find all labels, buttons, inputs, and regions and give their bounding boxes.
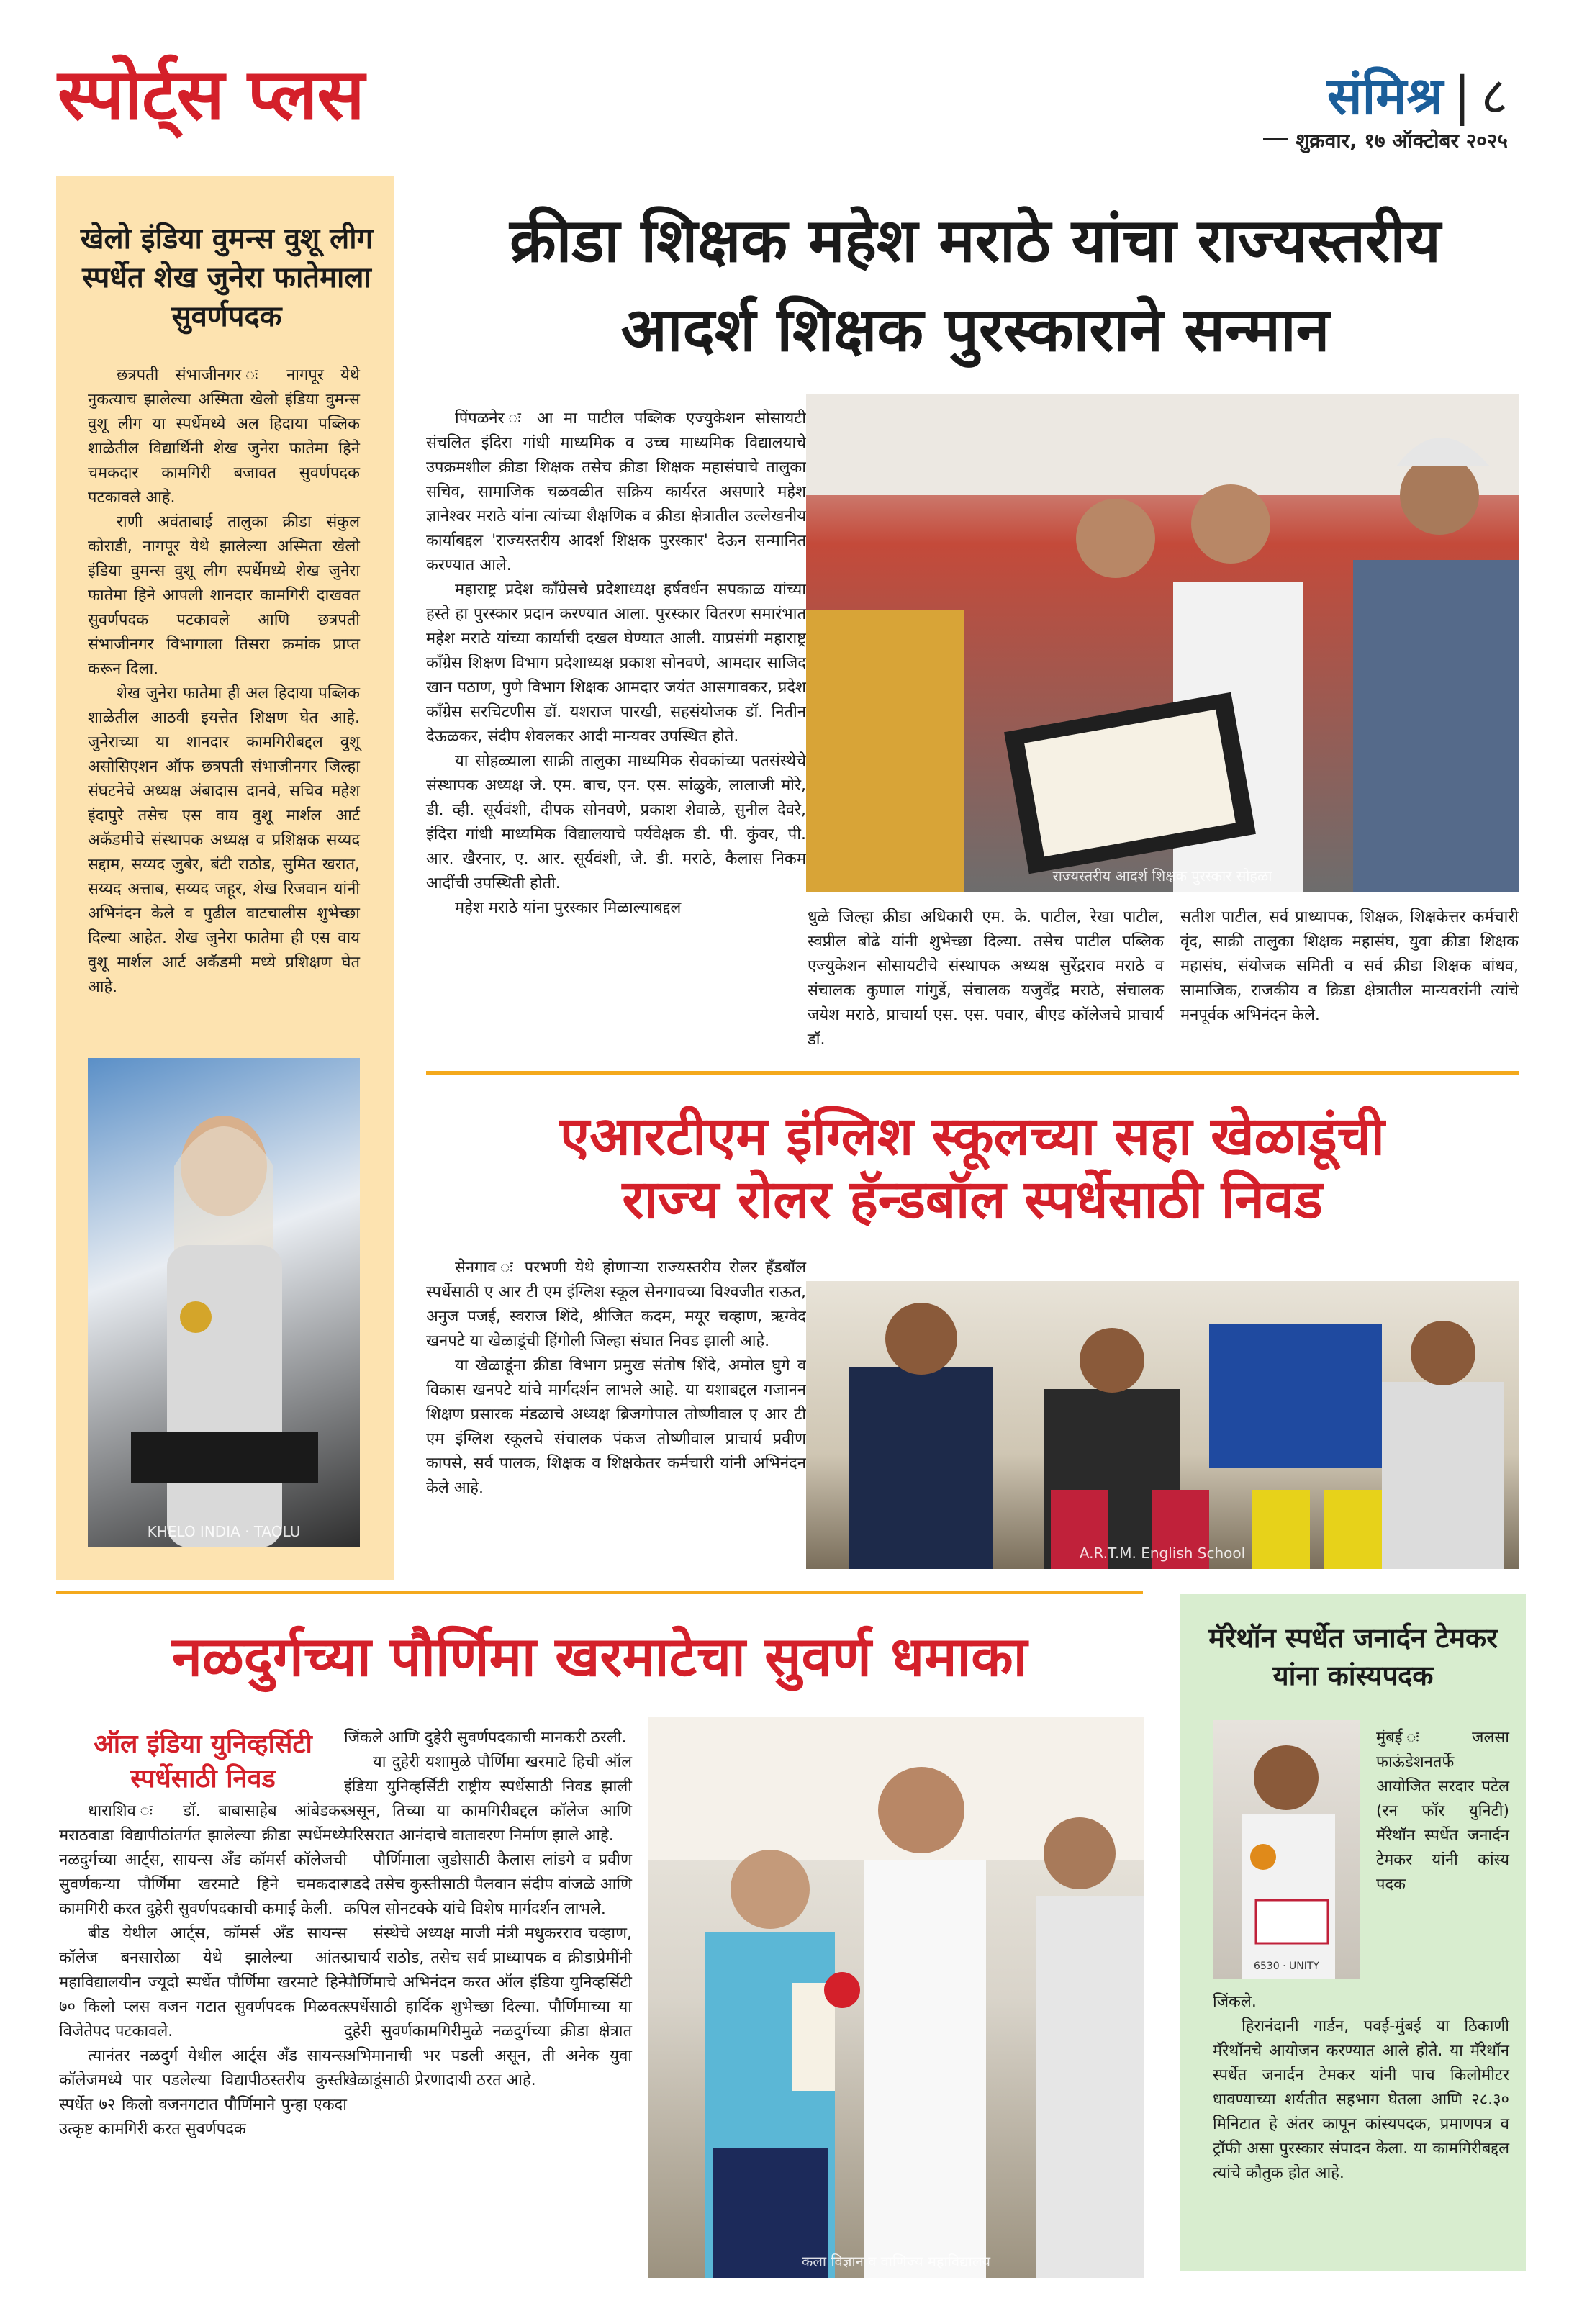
photo-illustration bbox=[88, 1058, 360, 1547]
paragraph: महेश मराठे यांना पुरस्कार मिळाल्याबद्दल bbox=[455, 899, 682, 917]
photo-caption: राज्यस्तरीय आदर्श शिक्षक पुरस्कार सोहळा bbox=[1052, 867, 1272, 885]
photo-illustration bbox=[806, 394, 1519, 892]
paragraph: या दुहेरी यशामुळे पौर्णिमा खरमाटे हिची ऑल इंडिया युनिव्हर्सिटी राष्ट्रीय स्पर्धेसाठी निवड झाली असून, तिच्या या कामगिरीबद्दल कॉलेज आणि परिसरात आनंदाचे वातावरण निर्माण झाले आहे. bbox=[344, 1753, 632, 1845]
section-name: संमिश्र bbox=[1326, 65, 1444, 126]
paragraph: राणी अवंताबाई तालुका क्रीडा संकुल कोराडी, नागपूर येथे झालेल्या अस्मिता खेलो इंडिया वुमन्स वुशू लीग स्पर्धेमध्ये शेख जुनेरा फातेमा हिने आपली शानदार कामगिरी दाखवत सुवर्णपदक पटकावले आणि छत्रपती संभाजीनगर विभागाला तिसरा क्रमांक प्राप्त करून दिला. bbox=[88, 513, 360, 678]
purnima-headline: नळदुर्गच्या पौर्णिमा खरमाटेचा सुवर्ण धमाका bbox=[171, 1624, 1028, 1688]
paragraph: या खेळाडूंना क्रीडा विभाग प्रमुख संतोष शिंदे, अमोल घुगे व विकास खनपटे यांचे मार्गदर्शन लाभले आहे. या यशाबद्दल गजानन शिक्षण प्रसारक मंडळाचे अध्यक्ष ब्रिजगोपाल तोष्णीवाल ए आर टी एम इंग्लिश स्कूलचे संचालक पंकज तोष्णीवाल प्राचार्य प्रवीण कापसे, सर्व पालक, शिक्षक व शिक्षकेतर कर्मचारी यांनी अभिनंदन केले आहे. bbox=[426, 1357, 806, 1497]
main-headline bbox=[417, 196, 1533, 374]
subhead-line: ऑल इंडिया युनिव्हर्सिटी bbox=[94, 1730, 312, 1759]
headline-line: आदर्श शिक्षक पुरस्काराने सन्मान bbox=[620, 294, 1330, 365]
paragraph: धाराशिव ः डॉ. बाबासाहेब आंबेडकर मराठवाडा विद्यापीठांतर्गत झालेल्या क्रीडा स्पर्धेमध्ये नळदुर्गच्या आर्ट्स, सायन्स अँड कॉमर्स कॉलेजची सुवर्णकन्या पौर्णिमा खरमाटे हिने चमकदार कामगिरी करत दुहेरी सुवर्णपदकाची कमाई केली. bbox=[59, 1802, 347, 1918]
photo-illustration bbox=[648, 1717, 1144, 2278]
sidebar-story-body bbox=[88, 363, 360, 1000]
artm-story-body bbox=[426, 1256, 806, 1501]
paragraph: शेख जुनेरा फातेमा ही अल हिदाया पब्लिक शाळेतील आठवी इयत्तेत शिक्षण घेत आहे. जुनेराच्या या शानदार कामगिरीबद्दल वुशू असोसिएशन ऑफ छत्रपती संभाजीनगर जिल्हा संघटनेचे अध्यक्ष अंबादास दानवे, सचिव महेश इंदापुरे तसेच एस वाय वुशू मार्शल आर्ट अकॅडमीचे संस्थापक अध्यक्ष व प्रशिक्षक सय्यद सद्दाम, सय्यद जुबेर, बंटी राठोड, सुमित खरात, सय्यद अत्ताब, सय्यद जहूर, शेख रिजवान यांनी अभिनंदन केले व पुढील वाटचालीस शुभेच्छा दिल्या आहेत. शेख जुनेरा फातेमा ही एस वाय वुशू मार्शल आर्ट अकॅडमी मध्ये प्रशिक्षण घेत आहे. bbox=[88, 684, 360, 996]
masthead-title: स्पोर्ट्स प्लस bbox=[58, 54, 364, 136]
photo-illustration bbox=[806, 1281, 1519, 1569]
paragraph: सेनगाव ः परभणी येथे होणाऱ्या राज्यस्तरीय रोलर हँडबॉल स्पर्धेसाठी ए आर टी एम इंग्लिश स्कूल सेनगावच्या विश्वजीत राऊत, अनुज पजई, स्वराज शिंदे, श्रीजित कदम, मयूर चव्हाण, ऋग्वेद खनपटे या खेळाडूंची हिंगोली जिल्हा संघात निवड झाली आहे. bbox=[426, 1259, 806, 1350]
paragraph: जिंकले आणि दुहेरी सुवर्णपदकाची मानकरी ठरली. bbox=[344, 1729, 627, 1747]
photo-illustration bbox=[1213, 1720, 1360, 1979]
main-story-photo bbox=[806, 394, 1519, 892]
headline-line: राज्य रोलर हॅन्डबॉल स्पर्धेसाठी निवड bbox=[622, 1169, 1323, 1231]
marathon-story-body bbox=[1213, 1990, 1509, 2186]
paragraph: महाराष्ट्र प्रदेश काँग्रेसचे प्रदेशाध्यक्ष हर्षवर्धन सपकाळ यांच्या हस्ते हा पुरस्कार प्रदान करण्यात आला. पुरस्कार वितरण समारंभात महेश मराठे यांच्या कार्याची दखल घेण्यात आली. याप्रसंगी महाराष्ट्र काँग्रेस शिक्षण विभाग प्रदेशाध्यक्ष प्रकाश सोनवणे, आमदार साजिद खान पठाण, पुणे विभाग शिक्षक आमदार जयंत आसगावकर, प्रदेश काँग्रेस सरचिटणीस डॉ. यशराज पारखी, सहसंयोजक डॉ. नितीन देऊळकर, संदीप शेवलकर आदी मान्यवर उपस्थित होते. bbox=[426, 581, 806, 746]
main-story-col3 bbox=[1180, 905, 1519, 1028]
subhead-line: स्पर्धेसाठी निवड bbox=[130, 1764, 276, 1794]
marathon-narrow-text bbox=[1376, 1726, 1509, 1897]
main-story-col1 bbox=[426, 407, 806, 921]
paragraph: बीड येथील आर्ट्स, कॉमर्स अँड सायन्स कॉलेज बनसारोळा येथे झालेल्या आंतर महाविद्यालयीन ज्यूदो स्पर्धेत पौर्णिमा खरमाटे हिने ७० किलो प्लस वजन गटात सुवर्णपदक मिळवत विजेतेपद पटकावले. bbox=[59, 1925, 347, 2040]
sidebar-story-photo bbox=[88, 1058, 360, 1547]
section-divider: | bbox=[1453, 65, 1471, 126]
section-divider-rule bbox=[56, 1591, 1143, 1594]
photo-caption: कला विज्ञान व वाणिज्य महाविद्यालय bbox=[801, 2253, 991, 2270]
paragraph: या सोहळ्याला साक्री तालुका माध्यमिक सेवकांच्या पतसंस्थेचे संस्थापक अध्यक्ष जे. एम. बाच, एन. एस. सांळुके, लालाजी मोरे, डी. व्ही. सूर्यवंशी, दीपक सोनवणे, प्रकाश शेवाळे, सुनील देवरे, इंदिरा गांधी माध्यमिक विद्यालयाचे पर्यवेक्षक डी. पी. कुंवर, पी. आर. खैरनार, ए. आर. सूर्यवंशी, जे. डी. मराठे, कैलास निकम आदींची उपस्थिती होती. bbox=[426, 752, 806, 892]
paragraph: संस्थेचे अध्यक्ष माजी मंत्री मधुकरराव चव्हाण, प्राचार्य राठोड, तसेच सर्व प्राध्यापक व क्रीडाप्रेमींनी पौर्णिमाचे अभिनंदन करत ऑल इंडिया युनिव्हर्सिटी स्पर्धेसाठी हार्दिक शुभेच्छा दिल्या. पौर्णिमाच्या या दुहेरी सुवर्णकामगिरीमुळे नळदुर्गच्या क्रीडा क्षेत्रात अभिमानाची भर पडली असून, ती अनेक युवा खेळाडूंसाठी प्रेरणादायी ठरत आहे. bbox=[344, 1925, 632, 2089]
paragraph: मुंबई ः जलसा फाऊंडेशनतर्फे आयोजित सरदार पटेल (रन फॉर युनिटी) मॅरेथॉन स्पर्धेत जनार्दन टेमकर यांनी कांस्य पदक bbox=[1376, 1729, 1509, 1894]
headline-line: एआरटीएम इंग्लिश स्कूलच्या सहा खेळाडूंची bbox=[560, 1106, 1385, 1167]
photo-caption: KHELO INDIA · TAOLU bbox=[147, 1523, 301, 1540]
paragraph: पौर्णिमाला जुडोसाठी कैलास लांडगे व प्रवीण गडदे तसेच कुस्तीसाठी पैलवान संदीप वांजळे आणि कपिल सोनटक्के यांचे विशेष मार्गदर्शन लाभले. bbox=[344, 1851, 632, 1918]
paragraph: हिरानंदानी गार्डन, पवई-मुंबई या ठिकाणी मॅरेथॉनचे आयोजन करण्यात आले होते. या मॅरेथॉन स्पर्धेत जनार्दन टेमकर यांनी पाच किलोमीटर धावण्याच्या शर्यतीत सहभाग घेतला आणि २८.३० मिनिटात हे अंतर कापून कांस्यपदक, प्रमाणपत्र व ट्रॉफी असा पुरस्कार संपादन केला. या कामगिरीबद्दल त्यांचे कौतुक होत आहे. bbox=[1213, 2017, 1509, 2182]
section-divider-rule bbox=[426, 1071, 1519, 1075]
purnima-subhead bbox=[59, 1727, 347, 1796]
marathon-story-photo bbox=[1213, 1720, 1360, 1979]
issue-date: शुक्रवार, १७ ऑक्टोबर २०२५ bbox=[1288, 127, 1508, 154]
headline-line: क्रीडा शिक्षक महेश मराठे यांचा राज्यस्तरीय bbox=[510, 205, 1441, 276]
page-number: ८ bbox=[1480, 65, 1508, 126]
purnima-story-photo bbox=[648, 1717, 1144, 2278]
marathon-story-title: मॅरेथॉन स्पर्धेत जनार्दन टेमकर यांना कांस्यपदक bbox=[1208, 1622, 1498, 1691]
paragraph: सतीश पाटील, सर्व प्राध्यापक, शिक्षक, शिक्षकेत्तर कर्मचारी वृंद, साक्री तालुका शिक्षक महासंघ, युवा क्रीडा शिक्षक महासंघ, संयोजक समिती व सर्व क्रीडा शिक्षक बांधव, सामाजिक, राजकीय व क्रिडा क्षेत्रातील मान्यवरांनी त्यांचे मनपूर्वक अभिनंदन केले. bbox=[1180, 908, 1519, 1024]
paragraph: पिंपळनेर ः आ मा पाटील पब्लिक एज्युकेशन सोसायटी संचलित इंदिरा गांधी माध्यमिक व उच्च माध्यमिक विद्यालयाचे उपक्रमशील क्रीडा शिक्षक तसेच क्रीडा शिक्षक महासंघाचे तालुका सचिव, सामाजिक चळवळीत सक्रिय कार्यरत असणारे महेश ज्ञानेश्वर मराठे यांना त्यांच्या शैक्षणिक व क्रीडा क्षेत्रातील उल्लेखनीय कार्याबद्दल 'राज्यस्तरीय आदर्श शिक्षक पुरस्कार' देऊन सन्मानित करण्यात आले. bbox=[426, 410, 806, 574]
paragraph: जिंकले. bbox=[1213, 1993, 1257, 2011]
purnima-story-col2 bbox=[344, 1726, 632, 2093]
purnima-story-col1 bbox=[59, 1799, 347, 2142]
paragraph: छत्रपती संभाजीनगर ः नागपूर येथे नुकत्याच झालेल्या अस्मिता खेलो इंडिया वुमन्स वुशू लीग या स्पर्धेमध्ये अल हिदाया पब्लिक शाळेतील विद्यार्थिनी शेख जुनेरा फातेमा हिने चमकदार कामगिरी बजावत सुवर्णपदक पटकावले आहे. bbox=[88, 366, 360, 507]
sidebar-story-title: खेलो इंडिया वुमन्स वुशू लीग स्पर्धेत शेख जुनेरा फातेमाला सुवर्णपदक bbox=[80, 222, 374, 333]
main-story-col2 bbox=[808, 905, 1164, 1052]
paragraph: त्यानंतर नळदुर्ग येथील आर्ट्स अँड सायन्स कॉलेजमध्ये पार पडलेल्या विद्यापीठस्तरीय कुस्ती स्पर्धेत ७२ किलो वजनगटात पौर्णिमाने पुन्हा एकदा उत्कृष्ट कामगिरी करत सुवर्णपदक bbox=[59, 2047, 347, 2138]
paragraph: धुळे जिल्हा क्रीडा अधिकारी एम. के. पाटील, रेखा पाटील, स्वप्नील बोढे यांनी शुभेच्छा दिल्या. तसेच पाटील पब्लिक एज्युकेशन सोसायटीचे संस्थापक अध्यक्ष सुरेंद्रराव मराठे व संचालक कुणाल गांगुर्डे, संचालक यजुर्वेंद्र मराठे, संचालक जयेश मराठे, प्राचार्या एस. एस. पवार, बीएड कॉलेजचे प्राचार्य डॉ. bbox=[808, 908, 1164, 1049]
artm-story-photo bbox=[806, 1281, 1519, 1569]
photo-caption: A.R.T.M. English School bbox=[1079, 1545, 1246, 1562]
photo-caption: 6530 · UNITY bbox=[1254, 1961, 1319, 1972]
section-label bbox=[1327, 63, 1508, 128]
artm-headline bbox=[426, 1105, 1519, 1231]
